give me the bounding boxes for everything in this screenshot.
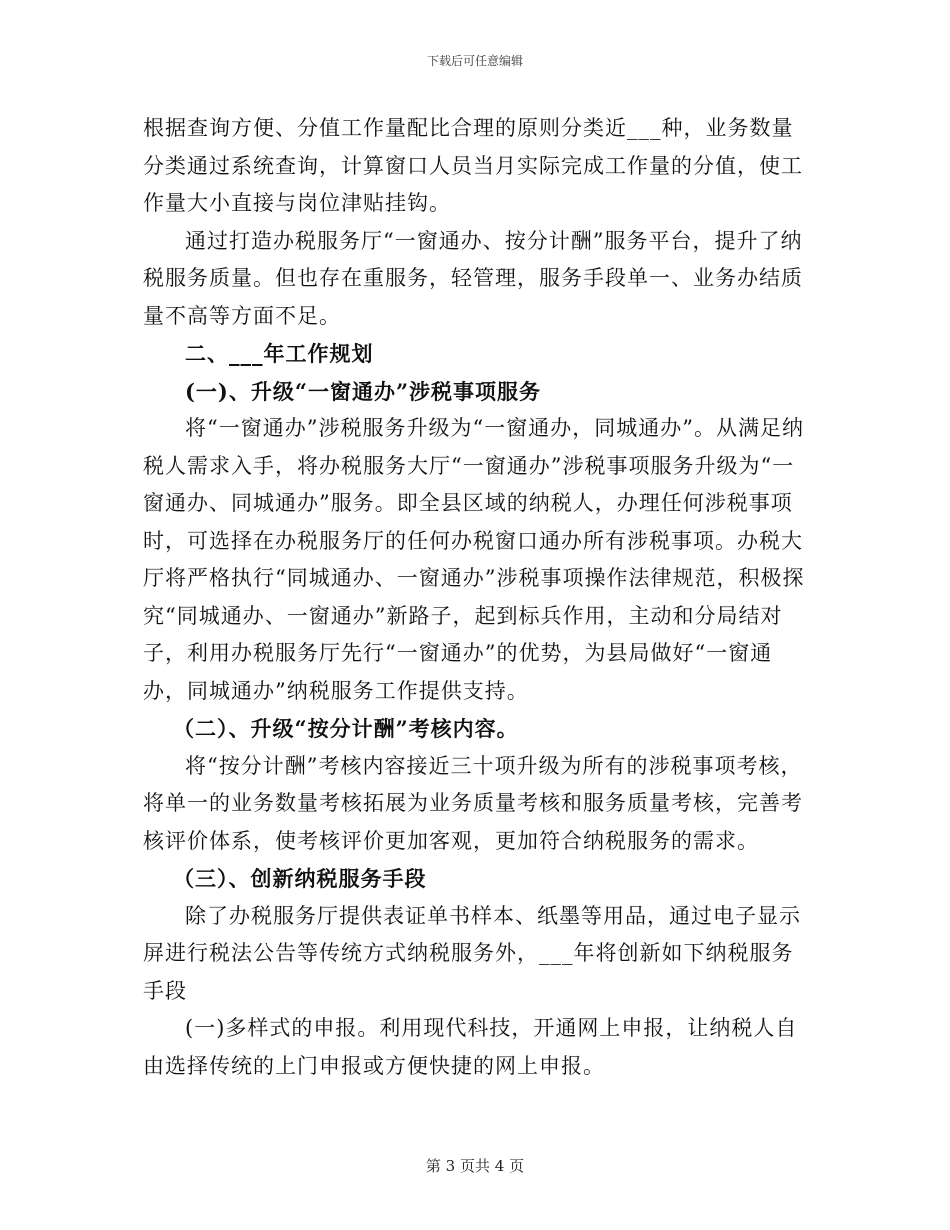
- page-header: 下载后可任意编辑: [426, 54, 523, 68]
- subheading-innovation: （三）、创新纳税服务手段: [173, 866, 427, 891]
- paragraph-innovation: 除了办税服务厅提供表证单书样本、纸墨等用品，通过电子显示屏进行税法公告等传统方式纳税服务外，___年将创新如下纳税服务手段: [143, 903, 801, 1003]
- subheading-one-window: (一)、升级“一窗通办”涉税事项服务: [185, 378, 542, 404]
- paragraph-one-window: 将“一窗通办”涉税服务升级为“一窗通办，同城通办”。从满足纳税人需求入手，将办税服务大厅“一窗通办”涉税事项服务升级为“一窗通办、同城通办”服务。即全县区域的纳税人，办理任何涉税事项时，可选择在办税服务厅的任何办税窗口通办所有涉税事项。办税大厅将严格执行“同城通办、一窗通办”涉税事项操作法律规范，积极探究“同城通办、一窗通办”新路子，起到标兵作用，主动和分局结对子，利用办税服务厅先行“一窗通办”的优势，为县局做好“一窗通办，同城通办”纳税服务工作提供支持。: [143, 416, 805, 703]
- paragraph-declaration: (一)多样式的申报。利用现代科技，开通网上申报，让纳税人自由选择传统的上门申报或方便快捷的网上申报。: [143, 1016, 798, 1078]
- paragraph-platform-summary: 通过打造办税服务厅“一窗通办、按分计酬”服务平台，提升了纳税服务质量。但也存在重服务，轻管理，服务手段单一、业务办结质量不高等方面不足。: [143, 228, 803, 328]
- section-heading-work-plan: 二、___年工作规划: [185, 341, 374, 366]
- document-body: [143, 110, 809, 1085]
- paragraph-classification: 根据查询方便、分值工作量配比合理的原则分类近___种，业务数量分类通过系统查询，计算窗口人员当月实际完成工作量的分值，使工作量大小直接与岗位津贴挂钩。: [143, 116, 803, 215]
- subheading-assessment: （二）、升级“按分计酬”考核内容。: [173, 716, 519, 741]
- paragraph-assessment: 将“按分计酬”考核内容接近三十项升级为所有的涉税事项考核，将单一的业务数量考核拓展为业务质量考核和服务质量考核，完善考核评价体系，使考核评价更加客观，更加符合纳税服务的需求。: [143, 753, 803, 853]
- page-footer: 第 3 页共 4 页: [425, 1157, 525, 1175]
